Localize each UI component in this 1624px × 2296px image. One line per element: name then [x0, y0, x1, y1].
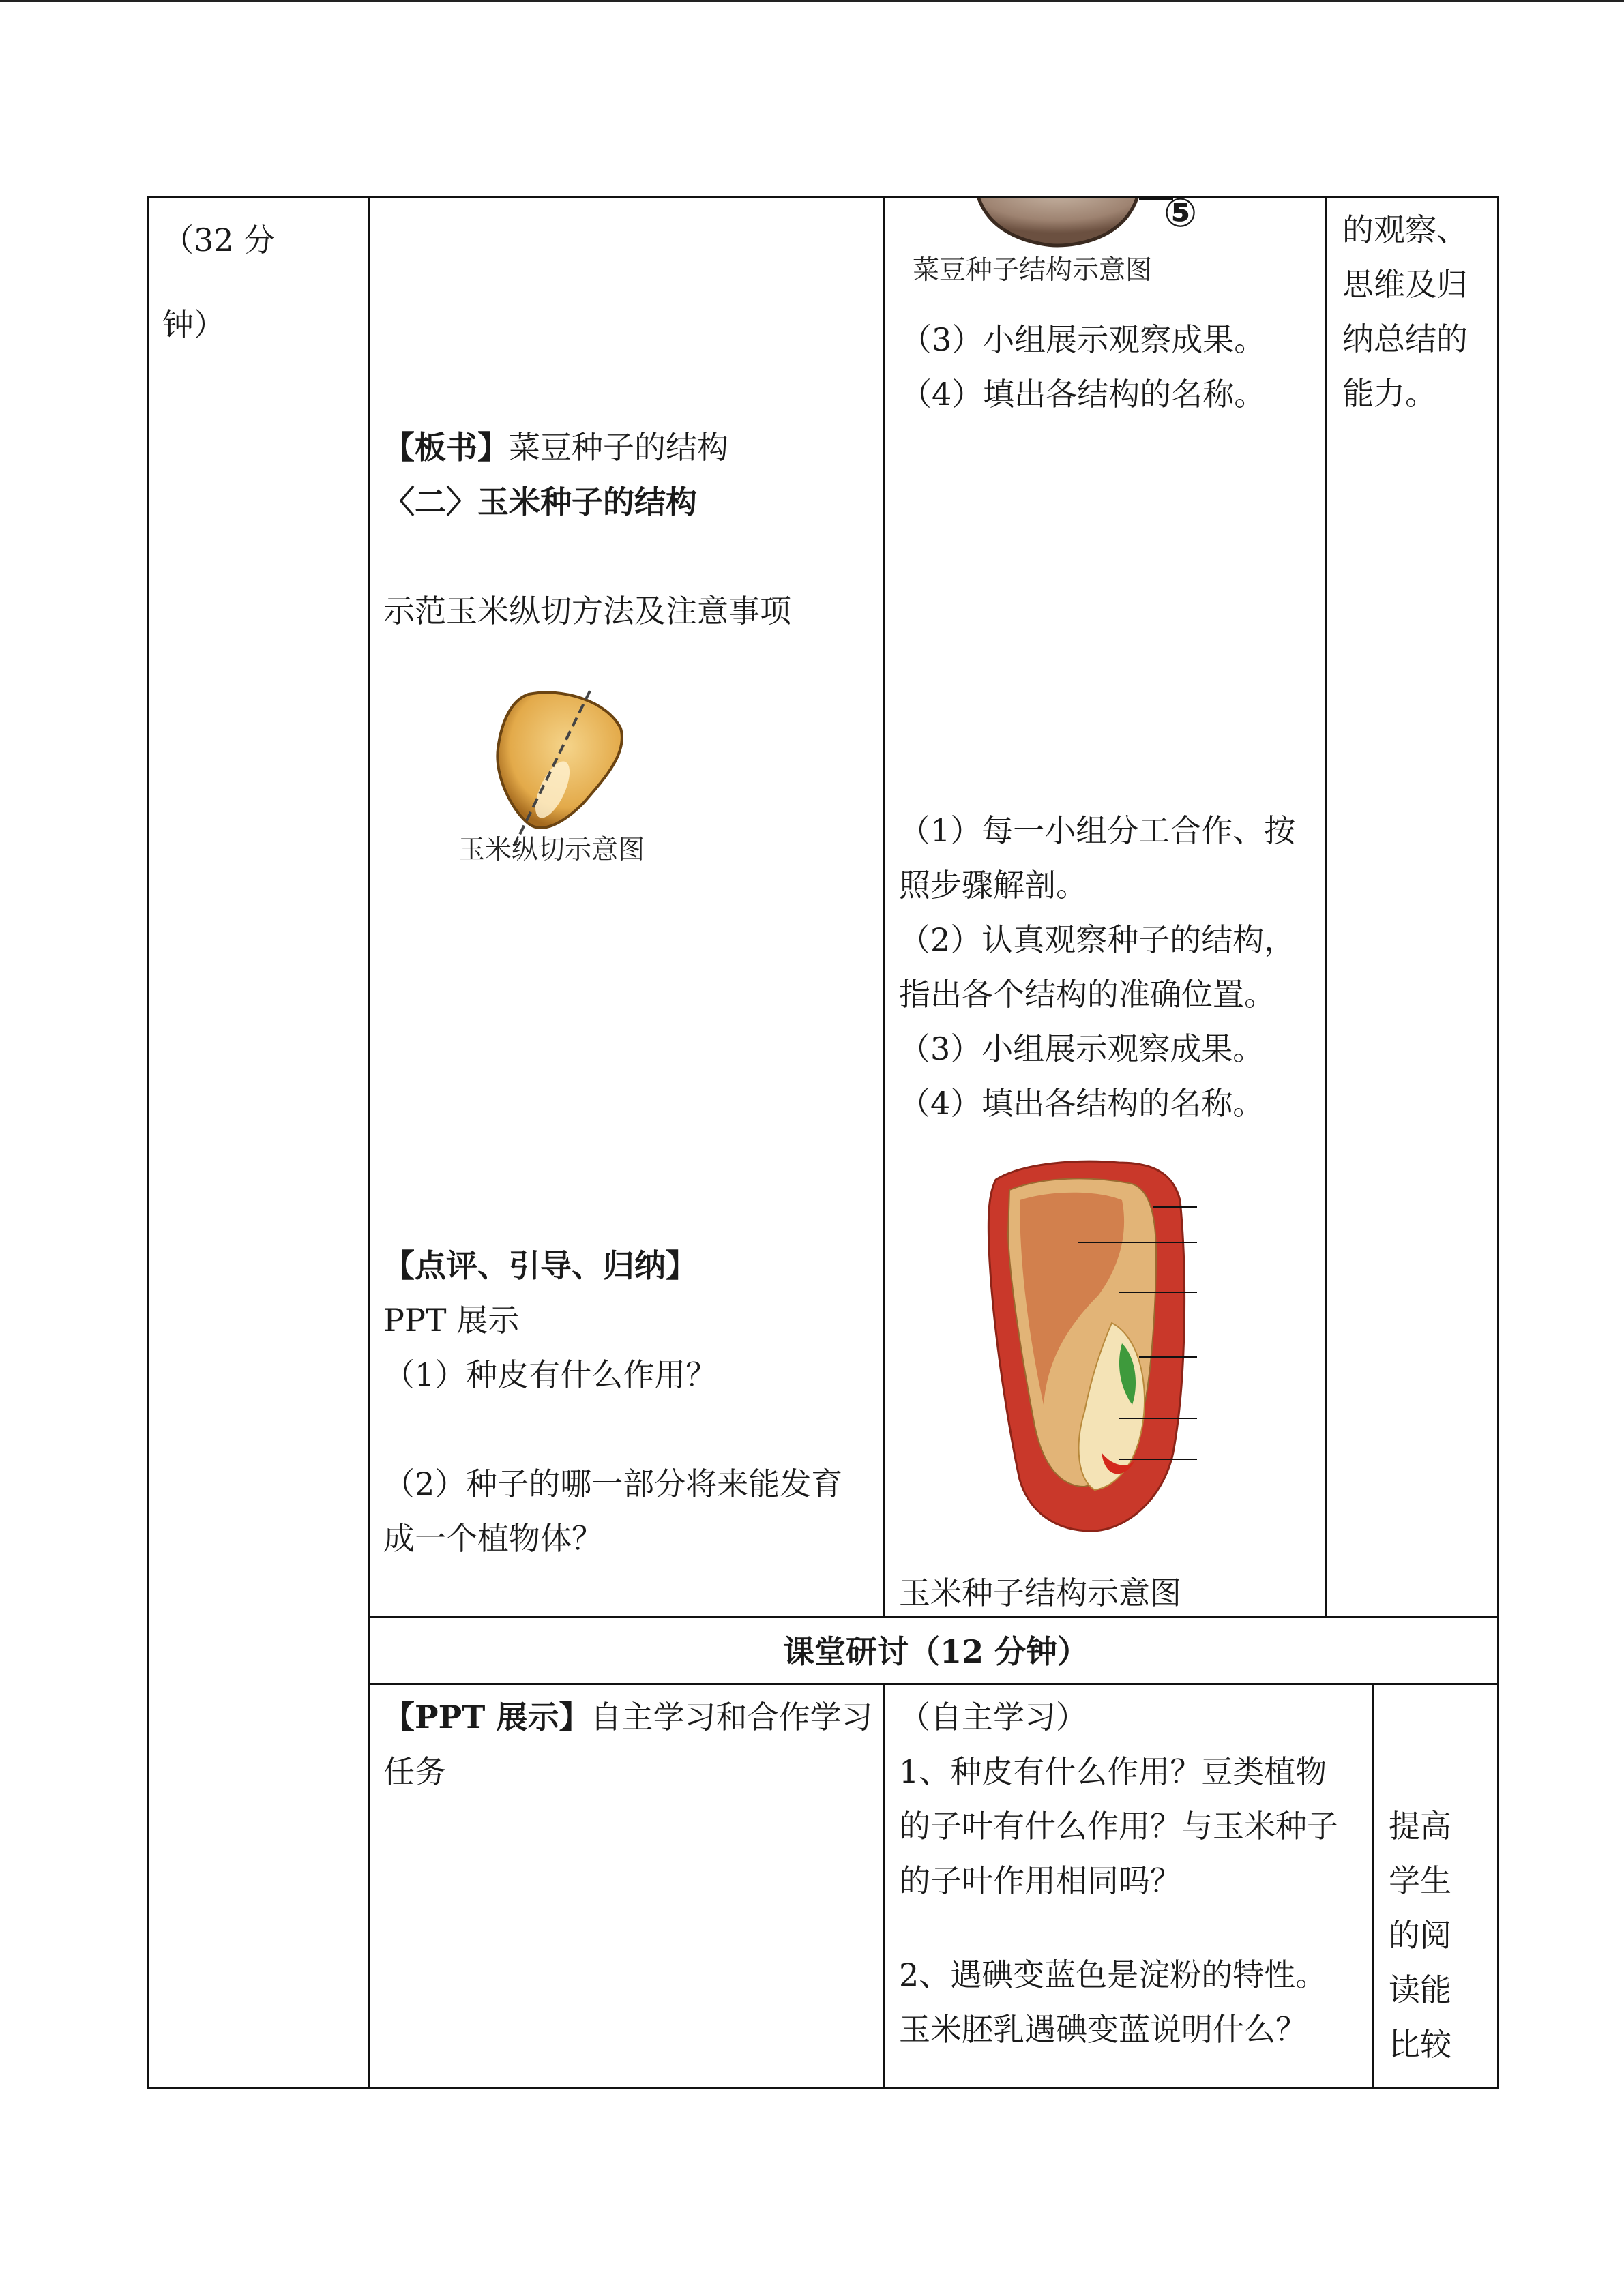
col2-right-border-lower [883, 1683, 885, 2089]
question-1: （1）种皮有什么作用？ [383, 1356, 718, 1393]
discussion-question-line: 玉米胚乳遇碘变蓝说明什么？ [899, 2011, 1307, 2048]
demo-instruction: 示范玉米纵切方法及注意事项 [383, 593, 791, 629]
goal-line: 的阅 [1389, 1917, 1451, 1954]
goal-line: 学生 [1389, 1862, 1451, 1899]
student-step-4-top: （4）填出各结构的名称。 [900, 376, 1266, 413]
goal-line: 提高 [1389, 1808, 1451, 1845]
question-2-line1: （2）种子的哪一部分将来能发育 [383, 1465, 843, 1502]
discussion-task-text: 自主学习和合作学习 [590, 1699, 873, 1735]
ppt-display-line: PPT 展示 [383, 1302, 520, 1339]
time-label-line2: 钟） [162, 306, 225, 343]
section-heading-corn: 〈二〉玉米种子的结构 [383, 483, 697, 520]
col2-right-border-upper [883, 196, 885, 1617]
discussion-teacher-line1 [383, 1690, 872, 1744]
goal-line: 比较 [1389, 2026, 1451, 2063]
intent-line: 思维及归 [1342, 266, 1468, 303]
board-label: 【板书】 [383, 429, 509, 466]
student-step-line: （3）小组展示观察成果。 [899, 1030, 1265, 1067]
student-step-line: 照步骤解剖。 [899, 867, 1087, 904]
table-bottom-border [147, 2087, 1499, 2089]
board-writing [383, 420, 728, 475]
discussion-question-line: 1、种皮有什么作用？豆类植物 [899, 1753, 1327, 1790]
col3-right-border-upper [1325, 196, 1327, 1617]
intent-line: 纳总结的 [1342, 320, 1468, 357]
student-step-line: （1）每一小组分工合作、按 [899, 812, 1296, 849]
ppt-label: 【PPT 展示】 [383, 1699, 591, 1735]
broad-bean-figure-caption: 菜豆种子结构示意图 [913, 255, 1153, 286]
self-study-label: （自主学习） [899, 1699, 1087, 1735]
time-label-line1: （32 分 [162, 222, 276, 258]
table-right-border [1497, 196, 1499, 2089]
student-step-line: （4）填出各结构的名称。 [899, 1085, 1265, 1122]
discussion-header-border [368, 1683, 1499, 1685]
question-2-line2: 成一个植物体？ [383, 1520, 603, 1557]
goal-line: 读能 [1389, 1971, 1451, 2008]
col3-right-border-lower [1372, 1683, 1374, 2089]
discussion-question-line: 2、遇碘变蓝色是淀粉的特性。 [899, 1956, 1327, 1993]
intent-line: 能力。 [1342, 375, 1436, 412]
student-step-3-top: （3）小组展示观察成果。 [900, 321, 1266, 358]
page-top-border [0, 0, 1624, 2]
intent-line: 的观察、 [1342, 211, 1468, 248]
corn-seed-structure-figure [982, 1159, 1207, 1541]
table-top-border [147, 196, 1499, 198]
corn-cut-caption: 玉米纵切示意图 [458, 835, 645, 865]
student-step-line: （2）认真观察种子的结构， [899, 921, 1296, 958]
discussion-question-line: 的子叶作用相同吗？ [899, 1862, 1181, 1899]
discussion-question-line: 的子叶有什么作用？与玉米种子 [899, 1808, 1338, 1845]
board-text: 菜豆种子的结构 [509, 429, 728, 466]
structure-marker-5: ⑤ [1164, 190, 1198, 236]
table-left-border [147, 196, 149, 2089]
col1-right-border [368, 196, 370, 2089]
corn-cut-figure [488, 687, 631, 844]
discussion-teacher-line2: 任务 [383, 1753, 446, 1790]
discussion-header: 课堂研讨（12 分钟） [783, 1633, 1089, 1670]
review-heading: 【点评、引导、归纳】 [383, 1247, 697, 1284]
student-step-line: 指出各个结构的准确位置。 [899, 976, 1275, 1013]
corn-structure-caption: 玉米种子结构示意图 [899, 1575, 1181, 1611]
